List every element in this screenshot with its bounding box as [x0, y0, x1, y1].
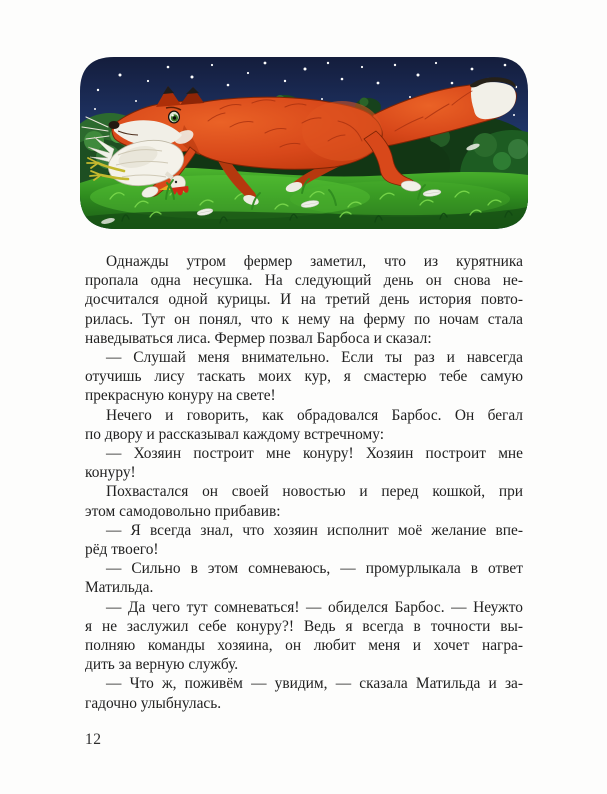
fox-night-illustration [80, 57, 528, 229]
text-line: — Я всегда знал, что хозяин исполнит моё желание впе- [106, 521, 523, 539]
text-line: полняю команды хозяина, он любит меня и хочет награ- [85, 637, 523, 655]
text-line: — Что ж, поживём — увидим, — сказала Матильда и за- [106, 675, 523, 693]
text-line: рилась. Тут он понял, что к нему на ферму по ночам стала [85, 310, 523, 328]
text-line: Похвастался он своей новостью и перед кошкой, при [106, 483, 523, 501]
text-line: Матильда. [85, 579, 154, 597]
text-line: дить за верную службу. [85, 656, 239, 674]
text-line: прекрасную конуру на свете! [85, 387, 276, 405]
text-line: этом самодовольно прибавив: [85, 502, 281, 520]
text-line: гадочно улыбнулась. [85, 694, 222, 712]
paragraph [85, 444, 523, 482]
text-line: я не заслужил себе конуру?! Ведь я всегда в точности вы- [85, 617, 523, 635]
text-line: — Хозяин построит мне конуру! Хозяин построит мне [106, 445, 523, 463]
text-line: досчитался одной курицы. И на третий день история повто- [85, 291, 523, 309]
text-line: рёд твоего! [85, 541, 159, 559]
text-line: конуру! [85, 464, 136, 482]
text-line: — Да чего тут сомневаться! — обиделся Барбос. — Неужто [106, 598, 523, 616]
story-text [85, 252, 523, 713]
paragraph [85, 559, 523, 597]
paragraph [85, 252, 523, 348]
fox-nose [109, 121, 120, 129]
text-line: по двору и рассказывал каждому встречному: [85, 425, 385, 443]
paragraph [85, 674, 523, 712]
paragraph [85, 406, 523, 444]
text-line: — Сильно в этом сомневаюсь, — промурлыкала в ответ [106, 560, 523, 578]
text-line: — Слушай меня внимательно. Если ты раз и навсегда [106, 349, 523, 367]
paragraph [85, 598, 523, 675]
text-line: пропала одна несушка. На следующий день он снова не- [85, 272, 523, 290]
text-line: отучишь лису таскать моих кур, я смастерю тебе самую [85, 368, 523, 386]
text-line: Однажды утром фермер заметил, что из курятника [106, 253, 523, 270]
paragraph [85, 521, 523, 559]
paragraph [85, 482, 523, 520]
text-line: наведываться лиса. Фермер позвал Барбоса и сказал: [85, 329, 432, 347]
page-number: 12 [85, 731, 102, 748]
story-illustration [80, 57, 528, 229]
text-line: Нечего и говорить, как обрадовался Барбос. Он бегал [106, 406, 523, 424]
paragraph [85, 348, 523, 406]
